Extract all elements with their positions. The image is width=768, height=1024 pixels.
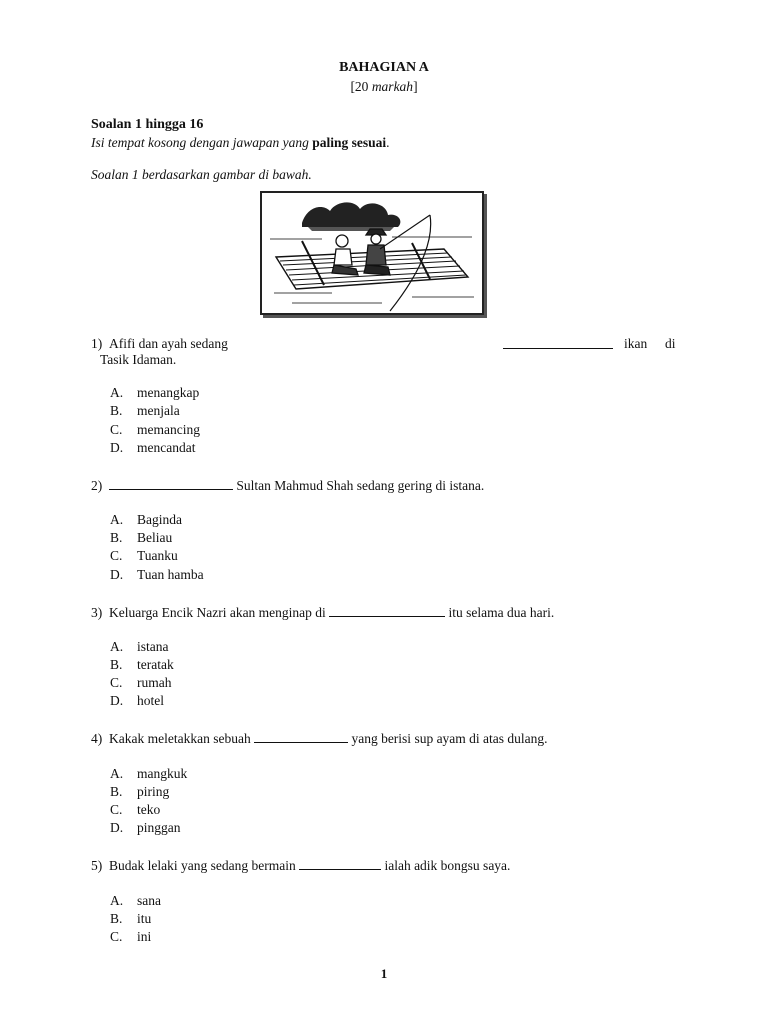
option-text: Tuanku — [137, 548, 178, 563]
option-text: memancing — [137, 422, 200, 437]
instruction-prefix: Isi tempat kosong dengan jawapan yang — [91, 135, 313, 150]
section-title: BAHAGIAN A — [339, 60, 429, 75]
marks-word: markah — [371, 79, 414, 94]
question-text-continued: ialah adik bongsu saya. — [384, 858, 511, 873]
option-text: Tuan hamba — [137, 567, 204, 582]
option-text: teratak — [137, 657, 174, 672]
marks-close: ] — [413, 79, 418, 94]
option-letter: D. — [110, 693, 124, 708]
question-text-continued: ikan — [624, 336, 648, 351]
option-letter: A. — [110, 385, 124, 400]
option-text: menangkap — [137, 385, 200, 400]
instruction-line — [91, 135, 390, 151]
option-letter: A. — [110, 512, 124, 527]
figure-note: Soalan 1 berdasarkan gambar di bawah. — [91, 167, 312, 182]
option-letter: A. — [110, 766, 124, 781]
marks-label — [0, 79, 768, 95]
option-text: sana — [137, 893, 161, 908]
question-number: 3) — [91, 605, 103, 620]
answer-blank — [299, 857, 381, 870]
question-range: Soalan 1 hingga 16 — [91, 117, 204, 132]
question-text-continued: Tasik Idaman. — [100, 352, 177, 367]
answer-blank — [109, 477, 233, 490]
answer-blank — [254, 730, 348, 743]
question-text: Sultan Mahmud Shah sedang gering di istana. — [236, 478, 485, 493]
question-text-continued: yang berisi sup ayam di atas dulang. — [351, 731, 548, 746]
option-text: ini — [137, 929, 152, 944]
option-text: pinggan — [137, 820, 181, 835]
question-stem — [91, 477, 484, 494]
option-text: rumah — [137, 675, 172, 690]
option-letter: D. — [110, 567, 124, 582]
answer-blank — [503, 336, 613, 353]
question-number: 2) — [91, 478, 103, 493]
question-number: 1) — [91, 336, 103, 351]
page-number: 1 — [380, 966, 388, 981]
option-letter: B. — [110, 403, 123, 418]
question-stem — [91, 730, 548, 747]
question-text: Budak lelaki yang sedang bermain — [109, 858, 296, 873]
question-text: Keluarga Encik Nazri akan menginap di — [109, 605, 326, 620]
option-letter: C. — [110, 802, 123, 817]
answer-blank — [329, 604, 445, 617]
marks-open: [20 — [350, 79, 372, 94]
option-text: menjala — [137, 403, 180, 418]
option-letter: A. — [110, 893, 124, 908]
option-letter: C. — [110, 929, 123, 944]
question-number: 4) — [91, 731, 103, 746]
option-text: Baginda — [137, 512, 182, 527]
option-letter: C. — [110, 675, 123, 690]
fishing-raft-illustration — [260, 191, 484, 315]
option-letter: D. — [110, 440, 124, 455]
instruction-bold: paling sesuai — [312, 135, 387, 150]
option-letter: B. — [110, 784, 123, 799]
option-text: piring — [137, 784, 170, 799]
question-stem — [91, 604, 554, 621]
option-text: hotel — [137, 693, 164, 708]
option-letter: B. — [110, 530, 123, 545]
option-letter: C. — [110, 422, 123, 437]
option-text: mencandat — [137, 440, 196, 455]
question-stem — [91, 336, 228, 352]
option-text: Beliau — [137, 530, 173, 545]
question-text-continued: di — [665, 336, 676, 351]
option-letter: C. — [110, 548, 123, 563]
question-text-continued: itu selama dua hari. — [448, 605, 555, 620]
question-text: Afifi dan ayah sedang — [109, 336, 228, 351]
question-number: 5) — [91, 858, 103, 873]
question-text: Kakak meletakkan sebuah — [109, 731, 251, 746]
instruction-suffix: . — [386, 135, 390, 150]
option-text: istana — [137, 639, 169, 654]
option-letter: D. — [110, 820, 124, 835]
option-text: itu — [137, 911, 152, 926]
option-letter: B. — [110, 911, 123, 926]
option-letter: B. — [110, 657, 123, 672]
question-stem — [91, 857, 510, 874]
option-text: teko — [137, 802, 161, 817]
option-text: mangkuk — [137, 766, 188, 781]
option-letter: A. — [110, 639, 124, 654]
